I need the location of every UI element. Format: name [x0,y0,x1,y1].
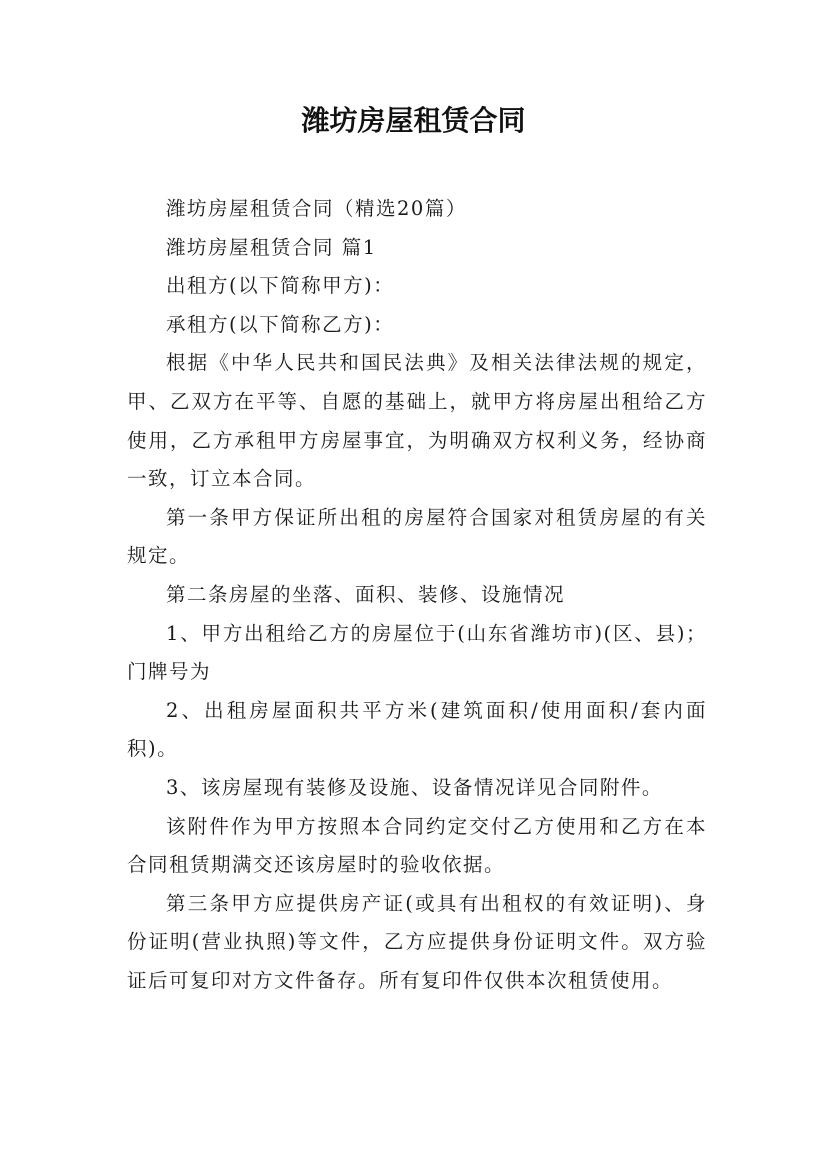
paragraph-article-1: 第一条甲方保证所出租的房屋符合国家对租赁房屋的有关规定。 [127,505,707,568]
paragraph-collection-heading: 潍坊房屋租赁合同（精选20篇） [166,197,467,220]
paragraph-lessee: 承租方(以下简称乙方)： [166,312,395,336]
paragraph-attachment-note: 该附件作为甲方按照本合同约定交付乙方使用和乙方在本合同租赁期满交还该房屋时的验收依据。 [127,814,707,877]
document-title: 潍坊房屋租赁合同 [301,104,526,137]
document-body [127,190,707,1000]
paragraph-section-heading: 潍坊房屋租赁合同 篇1 [166,235,377,259]
paragraph-lessor: 出租方(以下简称甲方)： [166,274,395,298]
paragraph-item-1: 1、甲方出租给乙方的房屋位于(山东省潍坊市)(区、县)；门牌号为 [127,621,707,684]
paragraph-item-3: 3、该房屋现有装修及设施、设备情况详见合同附件。 [166,775,663,799]
paragraph-item-2: 2、出租房屋面积共平方米(建筑面积/使用面积/套内面积)。 [127,698,707,761]
paragraph-preamble: 根据《中华人民共和国民法典》及相关法律法规的规定，甲、乙双方在平等、自愿的基础上，就甲方将房屋出租给乙方使用，乙方承租甲方房屋事宜，为明确双方权利义务，经协商一致，订立本合同。 [127,351,707,491]
paragraph-article-3: 第三条甲方应提供房产证(或具有出租权的有效证明)、身份证明(营业执照)等文件，乙方应提供身份证明文件。双方验证后可复印对方文件备存。所有复印件仅供本次租赁使用。 [127,891,707,992]
paragraph-article-2: 第二条房屋的坐落、面积、装修、设施情况 [166,582,566,606]
